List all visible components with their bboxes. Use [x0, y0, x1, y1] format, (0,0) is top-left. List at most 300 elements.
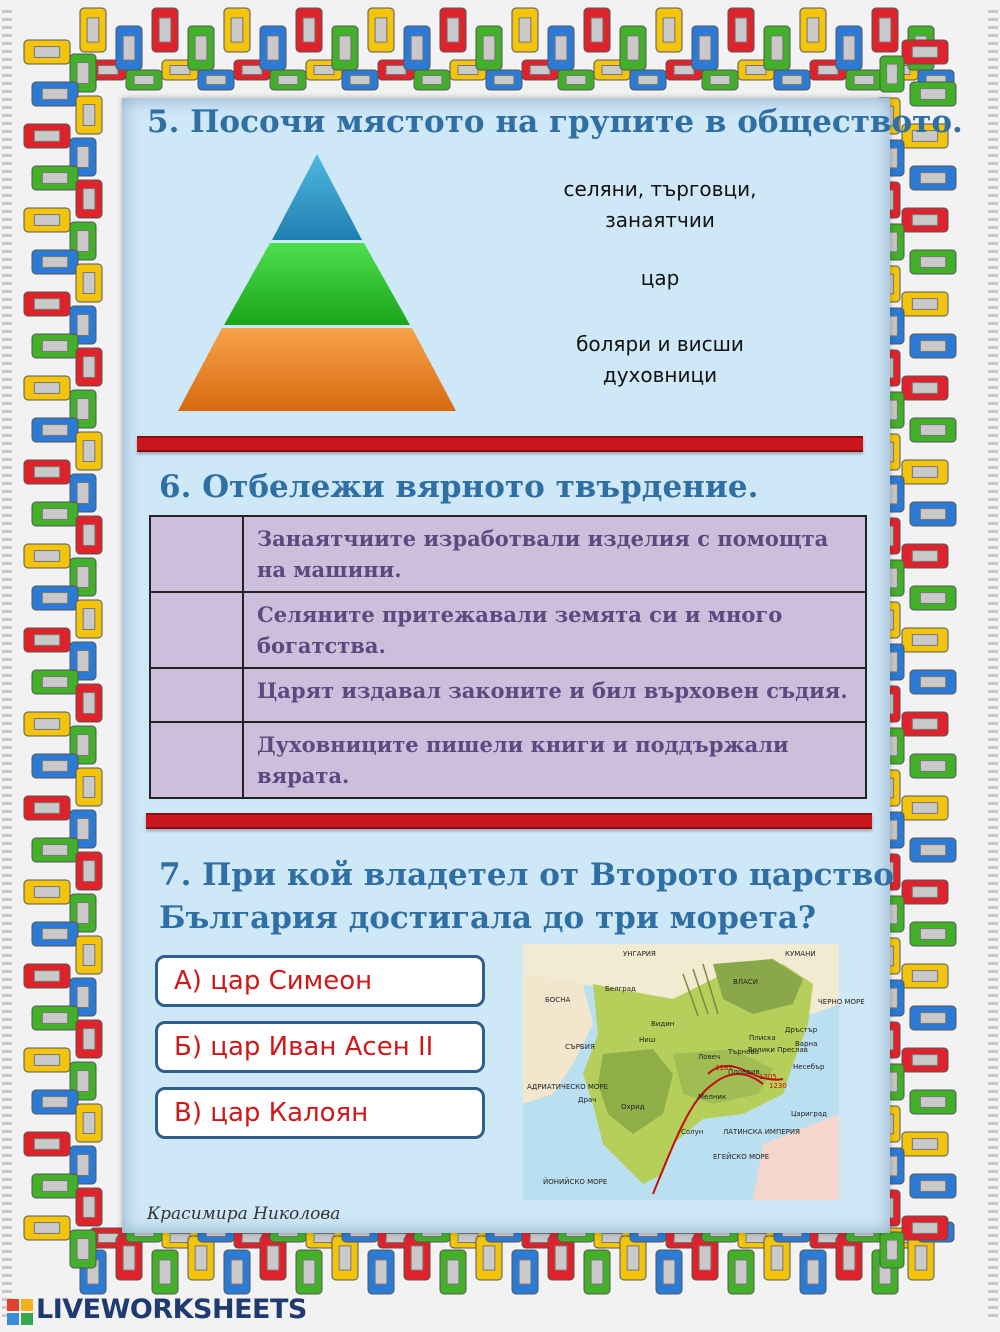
frame-strip: [988, 1090, 998, 1093]
frame-strip: [2, 1034, 12, 1037]
frame-strip: [2, 290, 12, 293]
frame-block: [584, 1250, 610, 1294]
frame-strip: [2, 338, 12, 341]
frame-strip: [2, 42, 12, 45]
frame-strip: [988, 530, 998, 533]
frame-strip: [2, 386, 12, 389]
frame-strip: [988, 418, 998, 421]
frame-strip: [2, 570, 12, 573]
frame-strip: [2, 322, 12, 325]
frame-strip: [2, 906, 12, 909]
question-7-title-line1: 7. При кой владетел от Второто царство: [159, 857, 894, 893]
frame-strip: [2, 1274, 12, 1277]
frame-strip: [988, 1234, 998, 1237]
frame-strip: [2, 674, 12, 677]
frame-strip: [988, 602, 998, 605]
frame-strip: [2, 610, 12, 613]
frame-strip: [2, 82, 12, 85]
frame-block: [800, 8, 826, 52]
frame-strip: [988, 170, 998, 173]
frame-strip: [988, 666, 998, 669]
question-5-title: 5. Посочи мястото на групите в обществото.: [147, 104, 963, 140]
frame-strip: [988, 914, 998, 917]
map-label: ЛАТИНСКА ИМПЕРИЯ: [723, 1128, 800, 1136]
frame-strip: [2, 178, 12, 181]
map-label: Ловеч: [698, 1053, 721, 1061]
frame-block: [76, 600, 102, 638]
frame-strip: [2, 138, 12, 141]
frame-strip: [988, 1074, 998, 1077]
frame-strip: [2, 298, 12, 301]
frame-strip: [988, 970, 998, 973]
frame-strip: [2, 146, 12, 149]
frame-block: [24, 628, 70, 652]
frame-strip: [2, 226, 12, 229]
map-label: ВЛАСИ: [733, 978, 758, 986]
frame-strip: [2, 618, 12, 621]
map-label: Велики Преслав: [748, 1046, 808, 1054]
pyramid-option-peasants[interactable]: селяни, търговци, занаятчии: [563, 177, 757, 232]
frame-strip: [2, 802, 12, 805]
frame-strip: [2, 210, 12, 213]
frame-strip: [988, 1218, 998, 1221]
frame-strip: [2, 538, 12, 541]
frame-strip: [988, 370, 998, 373]
frame-strip: [2, 1010, 12, 1013]
frame-strip: [988, 114, 998, 117]
frame-strip: [988, 1130, 998, 1133]
frame-strip: [988, 282, 998, 285]
frame-strip: [988, 58, 998, 61]
frame-strip: [988, 994, 998, 997]
frame-strip: [988, 906, 998, 909]
frame-strip: [988, 314, 998, 317]
frame-strip: [988, 842, 998, 845]
frame-strip: [988, 1026, 998, 1029]
frame-strip: [2, 626, 12, 629]
frame-block: [24, 40, 70, 64]
frame-strip: [2, 866, 12, 869]
frame-strip: [988, 1010, 998, 1013]
frame-strip: [2, 898, 12, 901]
frame-strip: [988, 1138, 998, 1141]
frame-strip: [2, 714, 12, 717]
frame-strip: [2, 466, 12, 469]
frame-strip: [988, 18, 998, 21]
frame-strip: [988, 130, 998, 133]
frame-strip: [2, 794, 12, 797]
frame-strip: [988, 538, 998, 541]
pyramid-option-boyars[interactable]: боляри и висши духовници: [576, 332, 744, 387]
frame-strip: [988, 506, 998, 509]
frame-block: [910, 250, 956, 274]
frame-strip: [2, 954, 12, 957]
frame-strip: [2, 1042, 12, 1045]
frame-strip: [988, 1226, 998, 1229]
frame-block: [76, 348, 102, 386]
frame-strip: [988, 554, 998, 557]
map-label: АДРИАТИЧЕСКО МОРЕ: [527, 1083, 609, 1091]
frame-block: [188, 1236, 214, 1280]
pyramid-middle-tier[interactable]: [224, 243, 410, 325]
frame-strip: [988, 378, 998, 381]
frame-block: [910, 838, 956, 862]
frame-block: [620, 26, 646, 70]
frame-block: [656, 1250, 682, 1294]
frame-strip: [988, 1106, 998, 1109]
statement-text: Занаятчиите изработвали изделия с помощта на машини.: [243, 516, 866, 592]
frame-strip: [2, 90, 12, 93]
frame-strip: [2, 410, 12, 413]
frame-strip: [2, 522, 12, 525]
frame-strip: [2, 1106, 12, 1109]
frame-strip: [988, 1210, 998, 1213]
frame-strip: [2, 202, 12, 205]
frame-strip: [2, 482, 12, 485]
frame-strip: [2, 1090, 12, 1093]
frame-strip: [988, 570, 998, 573]
frame-strip: [2, 1146, 12, 1149]
frame-block: [116, 1236, 142, 1280]
checkbox-cell[interactable]: [150, 592, 243, 668]
checkbox-cell[interactable]: [150, 668, 243, 722]
frame-strip: [988, 1274, 998, 1277]
frame-strip: [2, 730, 12, 733]
frame-strip: [988, 634, 998, 637]
frame-strip: [988, 1258, 998, 1261]
frame-strip: [988, 618, 998, 621]
frame-strip: [2, 314, 12, 317]
map-label: Търново: [728, 1048, 759, 1056]
frame-strip: [2, 458, 12, 461]
frame-strip: [988, 706, 998, 709]
frame-strip: [988, 514, 998, 517]
frame-strip: [988, 346, 998, 349]
frame-strip: [2, 722, 12, 725]
frame-strip: [988, 778, 998, 781]
frame-strip: [2, 274, 12, 277]
frame-strip: [2, 130, 12, 133]
frame-block: [902, 964, 948, 988]
frame-strip: [2, 650, 12, 653]
frame-strip: [2, 106, 12, 109]
frame-strip: [988, 938, 998, 941]
frame-strip: [988, 442, 998, 445]
map-label: Видин: [651, 1020, 675, 1028]
map-label: Цариград: [791, 1110, 827, 1118]
frame-strip: [988, 490, 998, 493]
frame-strip: [2, 962, 12, 965]
frame-block: [152, 1250, 178, 1294]
frame-strip: [2, 546, 12, 549]
frame-block: [902, 376, 948, 400]
frame-strip: [2, 1234, 12, 1237]
frame-strip: [988, 1034, 998, 1037]
frame-strip: [988, 82, 998, 85]
frame-strip: [988, 1050, 998, 1053]
frame-block: [24, 1216, 70, 1240]
frame-block: [32, 166, 78, 190]
frame-strip: [2, 810, 12, 813]
frame-strip: [988, 154, 998, 157]
checkbox-cell[interactable]: [150, 516, 243, 592]
frame-strip: [2, 1058, 12, 1061]
frame-strip: [988, 194, 998, 197]
frame-block: [368, 1250, 394, 1294]
frame-strip: [988, 1242, 998, 1245]
frame-block: [224, 8, 250, 52]
frame-strip: [988, 674, 998, 677]
frame-strip: [988, 826, 998, 829]
frame-strip: [988, 794, 998, 797]
frame-strip: [988, 658, 998, 661]
frame-strip: [2, 754, 12, 757]
frame-block: [76, 1020, 102, 1058]
frame-block: [24, 1132, 70, 1156]
frame-strip: [2, 50, 12, 53]
frame-strip: [2, 26, 12, 29]
frame-strip: [2, 1154, 12, 1157]
frame-strip: [988, 178, 998, 181]
map-label: 1187: [715, 1064, 733, 1072]
frame-strip: [2, 242, 12, 245]
frame-strip: [2, 586, 12, 589]
frame-block: [846, 70, 882, 90]
frame-block: [486, 70, 522, 90]
frame-block: [902, 292, 948, 316]
table-row: [150, 722, 866, 798]
frame-strip: [2, 706, 12, 709]
frame-strip: [988, 834, 998, 837]
frame-strip: [988, 866, 998, 869]
checkbox-cell[interactable]: [150, 722, 243, 798]
frame-block: [32, 1006, 78, 1030]
frame-block: [296, 1250, 322, 1294]
statements-table: [149, 515, 867, 799]
frame-strip: [2, 218, 12, 221]
frame-strip: [988, 106, 998, 109]
frame-strip: [2, 234, 12, 237]
map-label: Охрид: [621, 1103, 645, 1111]
frame-strip: [988, 242, 998, 245]
frame-strip: [988, 738, 998, 741]
frame-strip: [2, 1194, 12, 1197]
frame-block: [32, 250, 78, 274]
frame-strip: [2, 914, 12, 917]
frame-strip: [988, 10, 998, 13]
frame-block: [32, 418, 78, 442]
frame-block: [198, 70, 234, 90]
frame-block: [76, 180, 102, 218]
frame-strip: [988, 978, 998, 981]
frame-block: [368, 8, 394, 52]
frame-strip: [2, 770, 12, 773]
frame-strip: [988, 146, 998, 149]
frame-strip: [2, 978, 12, 981]
pyramid-top-tier[interactable]: [272, 154, 362, 240]
table-row: [150, 668, 866, 722]
frame-block: [692, 26, 718, 70]
frame-strip: [988, 226, 998, 229]
frame-block: [584, 8, 610, 52]
frame-strip: [2, 370, 12, 373]
frame-strip: [988, 522, 998, 525]
frame-strip: [988, 954, 998, 957]
frame-strip: [2, 890, 12, 893]
frame-strip: [2, 1202, 12, 1205]
frame-block: [910, 418, 956, 442]
frame-block: [908, 1236, 934, 1280]
frame-strip: [2, 498, 12, 501]
answer-option-a[interactable]: А) цар Симеон: [155, 955, 485, 1007]
frame-strip: [2, 1026, 12, 1029]
frame-strip: [988, 474, 998, 477]
frame-block: [558, 70, 594, 90]
frame-block: [910, 1006, 956, 1030]
answer-option-c[interactable]: В) цар Калоян: [155, 1087, 485, 1139]
frame-strip: [988, 450, 998, 453]
frame-strip: [988, 498, 998, 501]
frame-strip: [988, 626, 998, 629]
frame-strip: [2, 266, 12, 269]
frame-block: [910, 1090, 956, 1114]
frame-block: [76, 936, 102, 974]
brand-wordmark[interactable]: LIVEWORKSHEETS: [36, 1294, 307, 1325]
frame-block: [260, 26, 286, 70]
frame-strip: [2, 306, 12, 309]
frame-strip: [2, 418, 12, 421]
frame-block: [296, 8, 322, 52]
frame-block: [728, 1250, 754, 1294]
map-label: Мелник: [698, 1093, 727, 1101]
frame-strip: [2, 826, 12, 829]
table-row: [150, 516, 866, 592]
frame-block: [24, 796, 70, 820]
frame-strip: [988, 698, 998, 701]
frame-block: [24, 124, 70, 148]
map-label: КУМАНИ: [785, 950, 816, 958]
frame-strip: [2, 690, 12, 693]
frame-strip: [988, 322, 998, 325]
frame-block: [404, 1236, 430, 1280]
frame-block: [902, 628, 948, 652]
frame-strip: [2, 834, 12, 837]
frame-strip: [2, 602, 12, 605]
frame-strip: [988, 1042, 998, 1045]
question-6-title: 6. Отбележи вярното твърдение.: [159, 469, 759, 505]
answer-option-b[interactable]: Б) цар Иван Асен II: [155, 1021, 485, 1073]
frame-strip: [988, 1266, 998, 1269]
frame-strip: [988, 1018, 998, 1021]
frame-block: [24, 376, 70, 400]
frame-block: [902, 460, 948, 484]
frame-strip: [988, 762, 998, 765]
frame-strip: [2, 554, 12, 557]
frame-strip: [2, 1162, 12, 1165]
frame-block: [24, 292, 70, 316]
frame-block: [910, 586, 956, 610]
frame-strip: [988, 186, 998, 189]
frame-block: [774, 70, 810, 90]
frame-strip: [988, 290, 998, 293]
frame-strip: [2, 1122, 12, 1125]
map-label: Драч: [578, 1096, 597, 1104]
frame-strip: [988, 730, 998, 733]
frame-block: [692, 1236, 718, 1280]
frame-block: [902, 1132, 948, 1156]
frame-strip: [2, 170, 12, 173]
frame-strip: [988, 466, 998, 469]
frame-strip: [988, 1186, 998, 1189]
frame-strip: [988, 874, 998, 877]
frame-block: [902, 880, 948, 904]
frame-strip: [988, 682, 998, 685]
liveworksheets-logo-icon: [6, 1298, 34, 1326]
map-label: Варна: [795, 1040, 818, 1048]
frame-strip: [2, 1018, 12, 1021]
frame-strip: [2, 18, 12, 21]
frame-block: [188, 26, 214, 70]
frame-strip: [988, 1154, 998, 1157]
frame-strip: [988, 1250, 998, 1253]
map-label: Ниш: [639, 1036, 656, 1044]
frame-strip: [2, 578, 12, 581]
pyramid-bottom-tier[interactable]: [178, 328, 456, 411]
frame-block: [76, 768, 102, 806]
frame-strip: [2, 1050, 12, 1053]
frame-block: [902, 208, 948, 232]
frame-block: [476, 26, 502, 70]
frame-block: [476, 1236, 502, 1280]
frame-strip: [988, 562, 998, 565]
frame-block: [910, 502, 956, 526]
frame-block: [32, 922, 78, 946]
frame-strip: [988, 410, 998, 413]
frame-strip: [2, 1098, 12, 1101]
frame-block: [32, 502, 78, 526]
frame-strip: [988, 458, 998, 461]
frame-strip: [2, 946, 12, 949]
frame-block: [32, 82, 78, 106]
map-label: 1230: [769, 1082, 787, 1090]
map-label: Пловдив: [728, 1068, 760, 1076]
frame-block: [76, 1188, 102, 1226]
frame-block: [76, 1104, 102, 1142]
frame-strip: [988, 1290, 998, 1293]
frame-strip: [2, 1242, 12, 1245]
frame-strip: [2, 658, 12, 661]
frame-strip: [988, 850, 998, 853]
frame-strip: [988, 1282, 998, 1285]
frame-strip: [2, 1066, 12, 1069]
frame-block: [32, 1174, 78, 1198]
frame-strip: [988, 298, 998, 301]
frame-strip: [988, 1002, 998, 1005]
frame-strip: [2, 250, 12, 253]
frame-strip: [2, 874, 12, 877]
frame-strip: [988, 1098, 998, 1101]
frame-strip: [988, 1058, 998, 1061]
section-divider: [146, 813, 872, 829]
frame-block: [902, 712, 948, 736]
frame-strip: [988, 898, 998, 901]
frame-strip: [2, 842, 12, 845]
frame-strip: [2, 394, 12, 397]
pyramid-option-tsar[interactable]: цар: [640, 266, 680, 290]
frame-strip: [2, 58, 12, 61]
map-label: Дръстър: [785, 1026, 818, 1034]
table-row: [150, 592, 866, 668]
